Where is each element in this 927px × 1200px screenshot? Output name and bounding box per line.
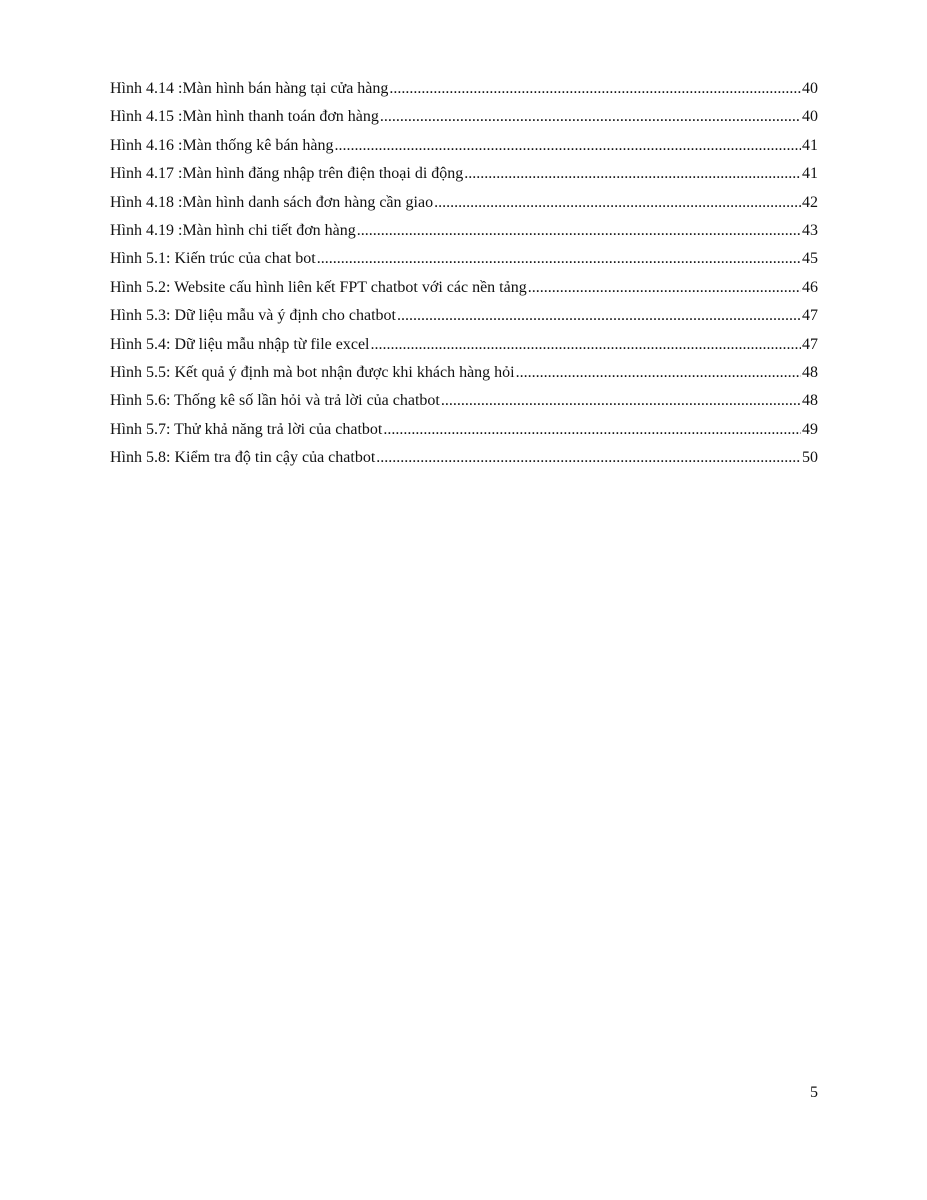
- dot-leader: [389, 75, 801, 103]
- dot-leader: [371, 331, 802, 359]
- dot-leader: [528, 274, 801, 302]
- toc-entry-label: Hình 4.14 :Màn hình bán hàng tại cửa hàng: [110, 80, 389, 97]
- toc-entry-page: 41: [802, 136, 818, 154]
- toc-entry: [110, 387, 818, 415]
- toc-entry-label: Hình 4.18 :Màn hình danh sách đơn hàng cần giao: [110, 193, 434, 211]
- toc-entry-page: 42: [802, 193, 818, 211]
- dot-leader: [383, 416, 801, 444]
- toc-entry: [110, 416, 818, 444]
- toc-entry-label: Hình 5.3: Dữ liệu mẫu và ý định cho chatbot: [110, 307, 396, 325]
- dot-leader: [376, 444, 801, 472]
- toc-entry-label: Hình 5.6: Thống kê số lần hỏi và trả lời của chatbot: [110, 392, 440, 410]
- dot-leader: [317, 245, 801, 273]
- toc-entry-page: 47: [802, 307, 818, 325]
- toc-entry-label: Hình 5.4: Dữ liệu mẫu nhập từ file excel: [110, 335, 370, 353]
- toc-entry-page: 46: [802, 278, 818, 296]
- dot-leader: [441, 387, 801, 415]
- toc-entry-label: Hình 5.2: Website cấu hình liên kết FPT chatbot với các nền tảng: [110, 278, 527, 296]
- toc-entry-label: Hình 5.5: Kết quả ý định mà bot nhận được khi khách hàng hỏi: [110, 363, 515, 381]
- toc-entry-page: 48: [802, 392, 818, 410]
- toc-entry-page: 40: [802, 108, 818, 126]
- toc-entry: [110, 331, 818, 359]
- toc-entry: [110, 160, 818, 188]
- toc-entry-label: Hình 5.8: Kiểm tra độ tin cậy của chatbot: [110, 449, 376, 467]
- toc-entry: [110, 75, 818, 103]
- toc-entry-page: 50: [802, 449, 818, 467]
- toc-entry: [110, 274, 818, 302]
- toc-entry: [110, 444, 818, 472]
- list-of-figures: [110, 75, 818, 472]
- dot-leader: [357, 217, 801, 245]
- dot-leader: [464, 160, 801, 188]
- toc-entry-page: 48: [802, 363, 818, 381]
- toc-entry: [110, 217, 818, 245]
- toc-entry-page: 40: [802, 80, 818, 97]
- toc-entry-page: 45: [802, 250, 818, 268]
- dot-leader: [516, 359, 801, 387]
- dot-leader: [397, 302, 801, 330]
- toc-entry-label: Hình 5.7: Thử khả năng trả lời của chatbot: [110, 420, 383, 438]
- toc-entry: [110, 302, 818, 330]
- toc-entry-label: Hình 4.16 :Màn thống kê bán hàng: [110, 136, 334, 154]
- toc-entry-page: 47: [802, 335, 818, 353]
- dot-leader: [335, 132, 801, 160]
- toc-entry-label: Hình 5.1: Kiến trúc của chat bot: [110, 250, 316, 268]
- toc-entry-label: Hình 4.19 :Màn hình chi tiết đơn hàng: [110, 221, 356, 239]
- toc-entry: [110, 189, 818, 217]
- toc-entry: [110, 245, 818, 273]
- toc-entry-page: 49: [802, 420, 818, 438]
- toc-entry-label: Hình 4.17 :Màn hình đăng nhập trên điện thoại di động: [110, 165, 464, 183]
- toc-entry: [110, 359, 818, 387]
- dot-leader: [380, 103, 801, 131]
- dot-leader: [434, 189, 801, 217]
- page-number: 5: [810, 1084, 818, 1101]
- toc-entry: [110, 103, 818, 131]
- toc-entry-label: Hình 4.15 :Màn hình thanh toán đơn hàng: [110, 108, 379, 126]
- toc-entry-page: 43: [802, 221, 818, 239]
- toc-entry: [110, 132, 818, 160]
- toc-entry-page: 41: [802, 165, 818, 183]
